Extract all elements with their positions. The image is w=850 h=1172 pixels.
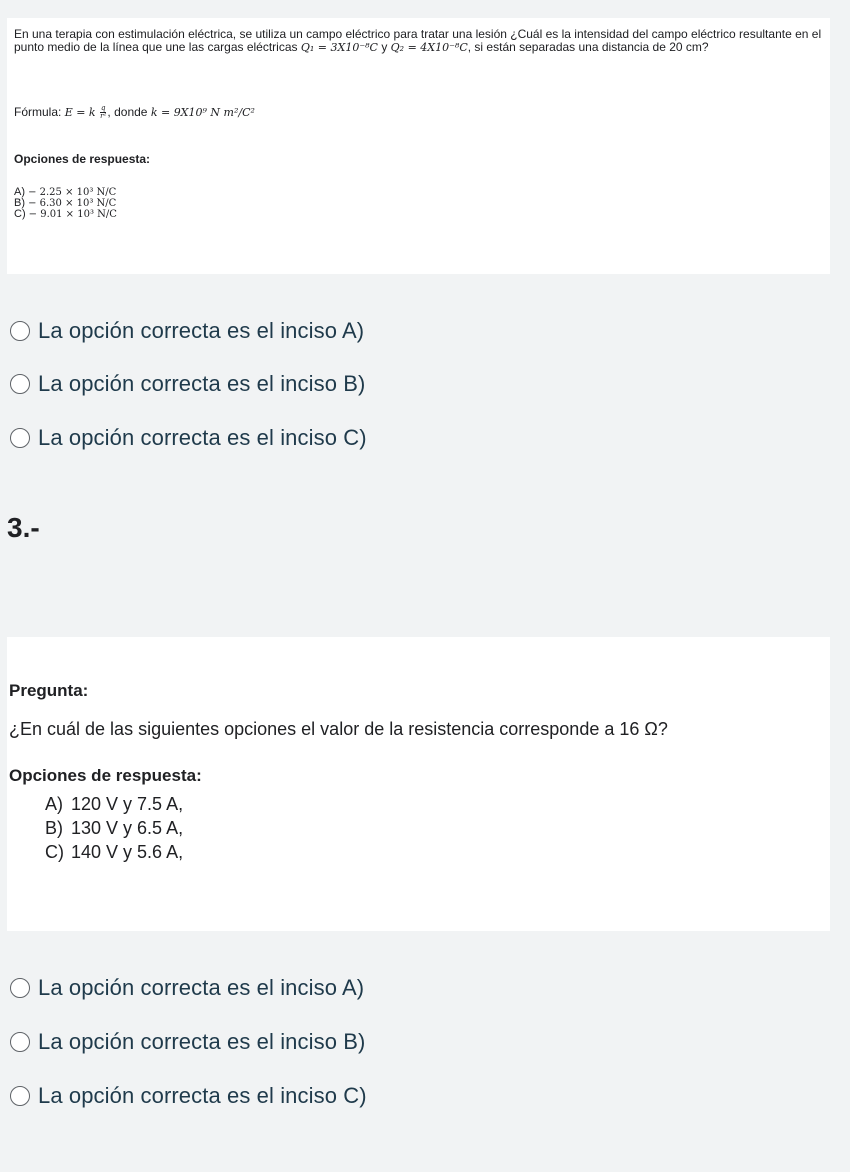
- radio-button[interactable]: [10, 1086, 30, 1106]
- option-b: [14, 198, 117, 209]
- radio-label: La opción correcta es el inciso A): [38, 318, 365, 343]
- formula-denominator: r²: [100, 112, 107, 121]
- formula-lhs: E = k: [64, 106, 96, 119]
- answer-2-option-b[interactable]: [10, 1029, 365, 1055]
- answer-1-option-a[interactable]: [10, 318, 364, 344]
- radio-button[interactable]: [10, 1032, 30, 1052]
- question-card-2: [7, 637, 830, 931]
- option-value: − 6.30 × 10³ N/C: [28, 198, 117, 209]
- radio-button[interactable]: [10, 978, 30, 998]
- formula-numerator: q: [100, 104, 106, 113]
- option-value: 130 V y 6.5 A,: [71, 818, 184, 838]
- option-letter: C): [14, 208, 26, 220]
- radio-label: La opción correcta es el inciso C): [38, 1083, 367, 1108]
- radio-label: La opción correcta es el inciso C): [38, 425, 367, 450]
- answer-2-option-a[interactable]: [10, 975, 364, 1001]
- radio-button[interactable]: [10, 374, 30, 394]
- option-b: [45, 816, 183, 840]
- radio-label: La opción correcta es el inciso A): [38, 975, 365, 1000]
- formula-constant: k = 9X10⁹ N m²/C²: [150, 106, 255, 119]
- options-title-2: Opciones de respuesta:: [9, 766, 202, 785]
- option-c: [45, 840, 183, 864]
- radio-button[interactable]: [10, 428, 30, 448]
- radio-label: La opción correcta es el inciso B): [38, 1029, 366, 1054]
- option-letter: C): [45, 842, 64, 862]
- option-value: 120 V y 7.5 A,: [71, 794, 184, 814]
- option-a: [14, 187, 117, 198]
- option-letter: A): [45, 794, 63, 814]
- conjunction: y: [381, 40, 388, 54]
- option-value: 140 V y 5.6 A,: [71, 842, 184, 862]
- question-1-tail: , si están separadas una distancia de 20 cm?: [467, 40, 709, 54]
- option-letter: B): [14, 197, 25, 209]
- section-number: 3.-: [7, 512, 40, 543]
- answer-1-option-b[interactable]: [10, 371, 365, 397]
- formula-where: , donde: [107, 105, 148, 119]
- option-letter: B): [45, 818, 63, 838]
- formula-label: Fórmula:: [14, 105, 62, 119]
- charge-q1: Q₁ = 3X10⁻⁸C: [300, 41, 378, 54]
- question-card-1: [7, 18, 830, 274]
- answer-2-option-c[interactable]: [10, 1083, 367, 1109]
- answer-1-option-c[interactable]: [10, 425, 367, 451]
- option-value: − 9.01 × 10³ N/C: [28, 209, 117, 220]
- radio-label: La opción correcta es el inciso B): [38, 371, 366, 396]
- formula: [14, 105, 255, 120]
- question-1-text: [14, 28, 826, 54]
- question-2-title: Pregunta:: [9, 681, 89, 700]
- option-value: − 2.25 × 10³ N/C: [28, 187, 117, 198]
- option-letter: A): [14, 186, 25, 198]
- option-c: [14, 209, 117, 220]
- formula-fraction: [100, 105, 106, 120]
- option-a: [45, 792, 183, 816]
- question-2-text: ¿En cuál de las siguientes opciones el valor de la resistencia corresponde a 16 Ω?: [9, 719, 668, 739]
- question-1-intro: En una terapia con estimulación eléctrica, se utiliza un campo eléctrico para tratar una lesión ¿Cuál es la intensidad del campo eléctrico resultante en el punto medio de la línea que une las cargas eléctricas: [14, 27, 822, 54]
- options-list-2: [45, 792, 183, 864]
- options-title-1: Opciones de respuesta:: [14, 152, 151, 166]
- radio-button[interactable]: [10, 321, 30, 341]
- options-list-1: [14, 187, 117, 220]
- charge-q2: Q₂ = 4X10⁻⁸C: [390, 41, 468, 54]
